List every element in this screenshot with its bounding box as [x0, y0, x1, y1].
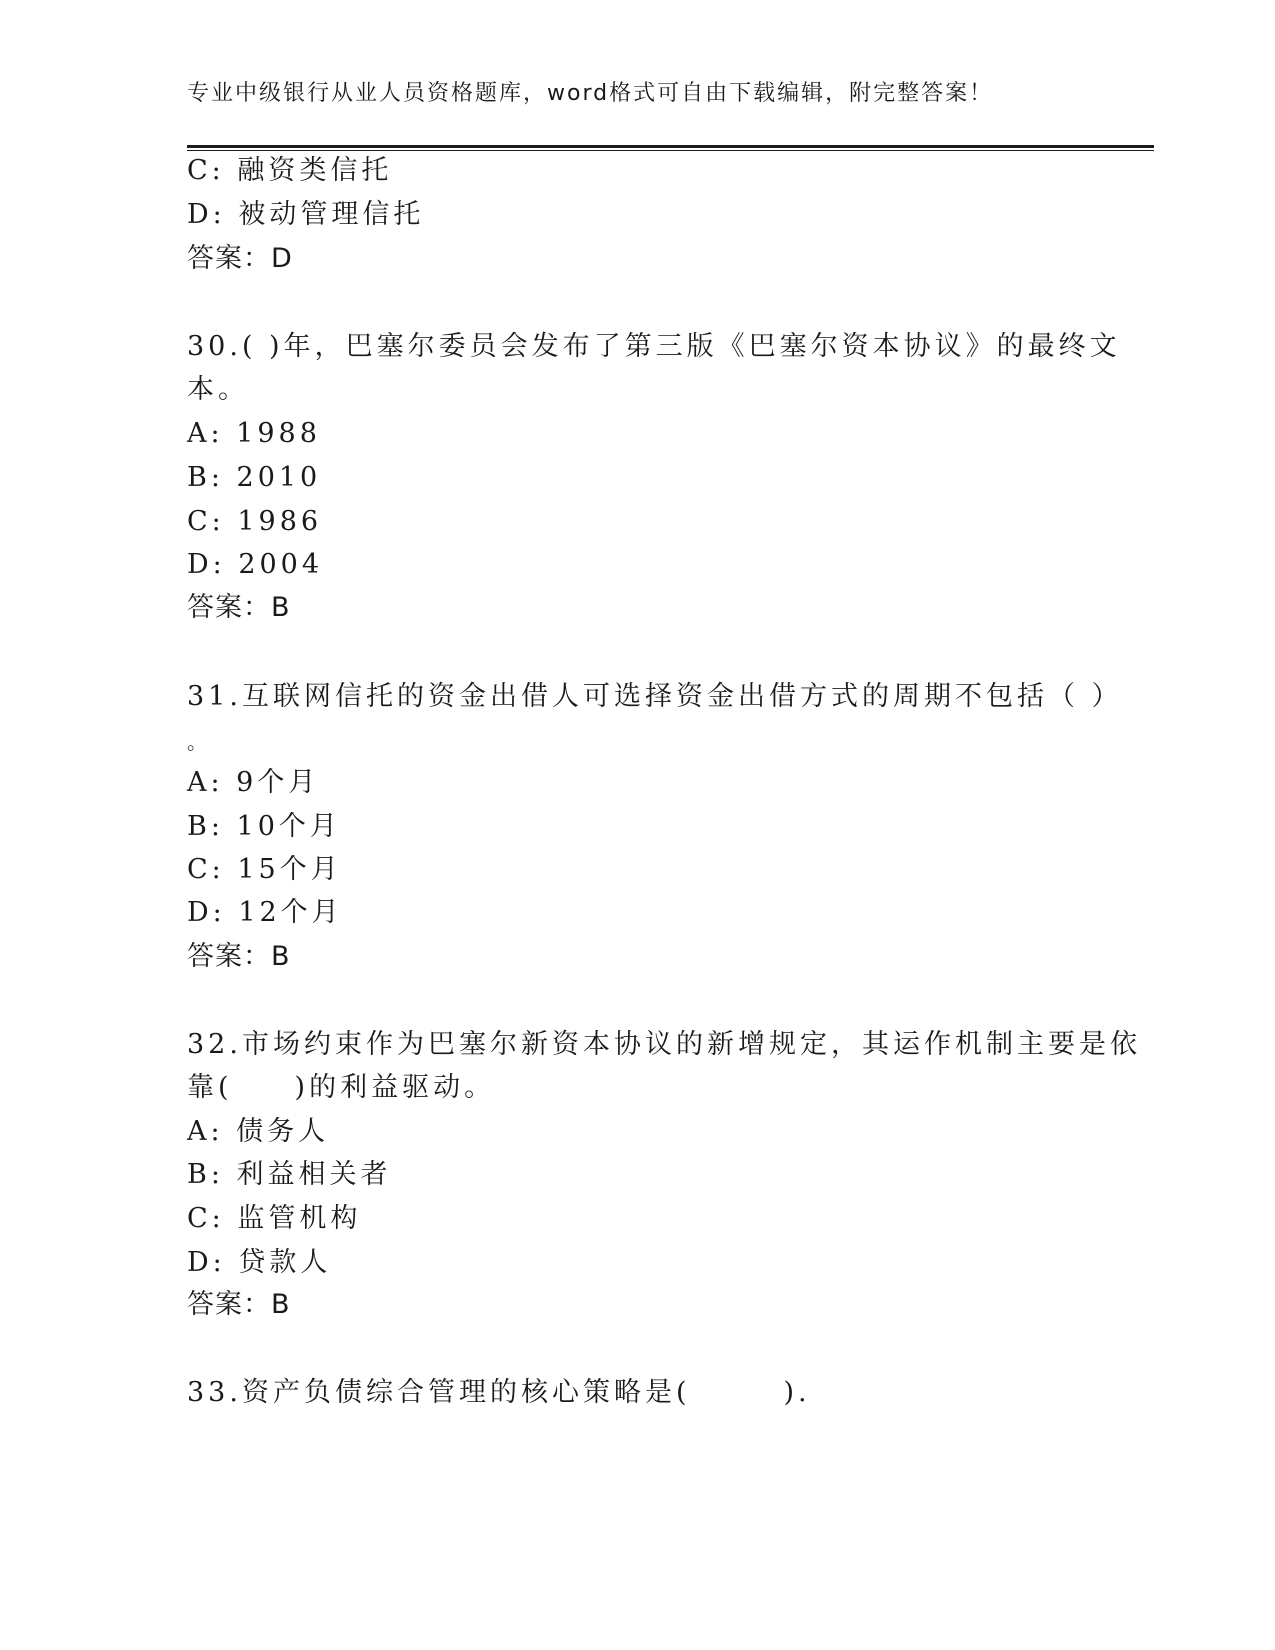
header-divider: [187, 145, 1154, 151]
answer-line: 答案：B: [187, 1289, 291, 1320]
option-c: C: 融资类信托: [187, 155, 393, 186]
option-c: C: 监管机构: [187, 1203, 362, 1234]
page-header: 专业中级银行从业人员资格题库，word格式可自由下载编辑，附完整答案！: [187, 81, 994, 106]
answer-line: 答案：B: [187, 592, 291, 623]
option-d: D: 2004: [187, 549, 324, 580]
question-stem: 30.( )年，巴塞尔委员会发布了第三版《巴塞尔资本协议》的最终文: [187, 331, 1121, 362]
option-a: A: 9个月: [187, 767, 320, 798]
question-stem-continued: 。: [187, 730, 211, 754]
option-d: D: 被动管理信托: [187, 199, 425, 230]
question-stem: 33.资产负债综合管理的核心策略是( ).: [187, 1377, 811, 1408]
question-stem: 31.互联网信托的资金出借人可选择资金出借方式的周期不包括（ ）: [187, 681, 1123, 712]
option-c: C: 15个月: [187, 854, 342, 885]
option-d: D: 12个月: [187, 897, 343, 928]
option-a: A: 债务人: [187, 1116, 330, 1147]
option-b: B: 2010: [187, 462, 322, 493]
option-d: D: 贷款人: [187, 1247, 332, 1278]
answer-line: 答案：B: [187, 941, 291, 972]
question-stem-continued: 靠( )的利益驱动。: [187, 1072, 496, 1103]
question-stem: 32.市场约束作为巴塞尔新资本协议的新增规定，其运作机制主要是依: [187, 1029, 1141, 1060]
option-b: B: 10个月: [187, 811, 341, 842]
option-a: A: 1988: [187, 418, 321, 449]
question-stem-continued: 本。: [187, 374, 249, 405]
option-b: B: 利益相关者: [187, 1159, 392, 1190]
option-c: C: 1986: [187, 506, 323, 537]
answer-line: 答案：D: [187, 243, 293, 274]
